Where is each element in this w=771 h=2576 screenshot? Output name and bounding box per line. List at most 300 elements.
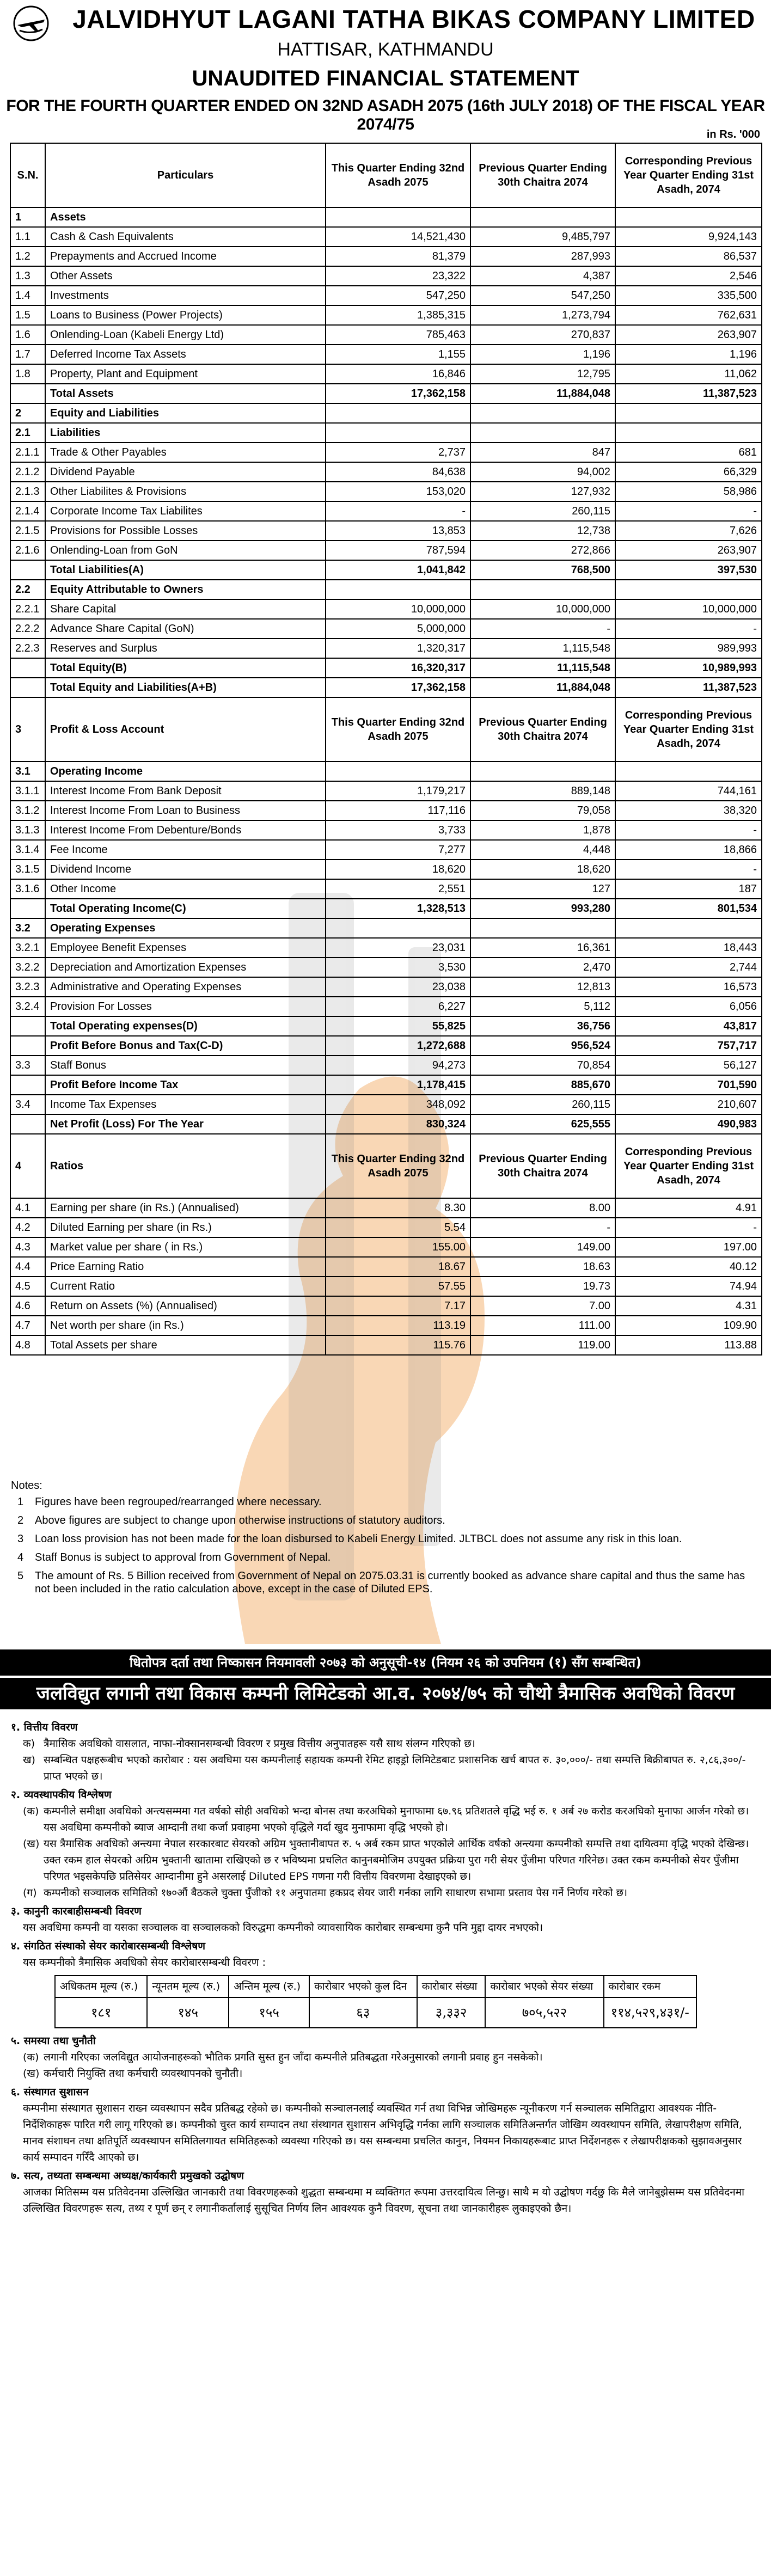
table-row [10,501,762,521]
table-row [10,1114,762,1134]
col-corresponding-header: Corresponding Previous Year Quarter Ending 31st Asadh, 2074 [615,143,762,207]
table-row [10,1277,762,1296]
company-name: JALVIDHYUT LAGANI TATHA BIKAS COMPANY LIMITED [72,5,755,33]
row-corresponding: 681 [615,443,762,462]
row-this-quarter: 153,020 [326,482,470,501]
row-corresponding: - [615,860,762,879]
row-prev-quarter: 70,854 [470,1056,615,1075]
row-this-quarter: 7.17 [326,1296,470,1316]
row-this-quarter: 55,825 [326,1016,470,1036]
row-particular: Interest Income From Bank Deposit [45,781,326,801]
row-sn: 4.2 [10,1218,45,1237]
row-prev-quarter: 287,993 [470,247,615,266]
row-corresponding: 10,000,000 [615,599,762,619]
row-prev-quarter: 10,000,000 [470,599,615,619]
row-corresponding: 58,986 [615,482,762,501]
row-particular: Advance Share Capital (GoN) [45,619,326,639]
item-text: सम्बन्धित पक्षहरूबीच भएको कारोबार : यस अवधिमा यस कम्पनीलाई सहायक कम्पनी रेमिट हाइड्रो लिमिटेडबाट प्रशासनिक खर्च बापत रु. ३०,०००/- तथा सम्पत्ति बिक्रीबापत रु. २,८६,३००/- प्राप्त भएको छ। [44,1754,746,1782]
row-prev-quarter [470,580,615,599]
row-sn: 1.5 [10,305,45,325]
note-item [11,1532,760,1545]
row-sn: 4.1 [10,1198,45,1218]
row-prev-quarter: 18.63 [470,1257,615,1277]
row-this-quarter: 1,328,513 [326,899,470,918]
row-this-quarter: 23,038 [326,977,470,997]
row-this-quarter: 1,155 [326,345,470,364]
row-particular: Prepayments and Accrued Income [45,247,326,266]
row-particular: Provisions for Possible Losses [45,521,326,541]
table-row [10,560,762,580]
table-row [10,1257,762,1277]
row-prev-quarter: 1,115,548 [470,639,615,658]
row-this-quarter: 17,362,158 [326,678,470,697]
share-trading-table [54,1975,697,2028]
row-sn: 3.1.4 [10,840,45,860]
row-corresponding: 113.88 [615,1335,762,1355]
row-sn: 3.3 [10,1056,45,1075]
table-row [10,286,762,305]
table-row [10,521,762,541]
table-row [10,918,762,938]
row-prev-quarter [470,423,615,443]
table-row [10,860,762,879]
table-row [10,801,762,820]
table-row [10,1036,762,1056]
col-prev-quarter-header: Previous Quarter Ending 30th Chaitra 2074 [470,697,615,762]
table-row [10,364,762,384]
row-this-quarter: 1,041,842 [326,560,470,580]
row-sn: 1.4 [10,286,45,305]
row-sn [10,658,45,678]
item-text: लगानी गरिएका जलविद्युत आयोजनाहरूको भौतिक प्रगति सुस्त हुन जाँदा कम्पनीले प्रतिबद्धता गरेअनुसारको लगानी प्रवाह हुन नसकेको। [44,2051,543,2063]
row-particular: Other Liabilites & Provisions [45,482,326,501]
row-prev-quarter: 127,932 [470,482,615,501]
company-location: HATTISAR, KATHMANDU [277,39,494,60]
section-problems-challenges: ५. समस्या तथा चुनौती [11,2035,96,2047]
row-corresponding: 11,387,523 [615,384,762,403]
note-item [11,1495,760,1508]
row-corresponding: - [615,1218,762,1237]
row-particular: Total Equity(B) [45,658,326,678]
table-row [10,997,762,1016]
table-row [10,1056,762,1075]
row-this-quarter: 10,000,000 [326,599,470,619]
row-particular: Price Earning Ratio [45,1257,326,1277]
row-prev-quarter: 2,470 [470,958,615,977]
row-this-quarter: 23,322 [326,266,470,286]
table-row [10,820,762,840]
row-particular: Total Liabilities(A) [45,560,326,580]
note-text: Figures have been regrouped/rearranged where necessary. [35,1496,322,1508]
regulation-reference-bar: धितोपत्र दर्ता तथा निष्कासन नियमावली २०७३ को अनुसूची-१४ (नियम २६ को उपनियम (१) सँग सम्बन्धित) [0,1649,771,1676]
row-particular: Loans to Business (Power Projects) [45,305,326,325]
row-particular: Profit Before Income Tax [45,1075,326,1095]
section-share-trading: ४. संगठित संस्थाको सेयर कारोबारसम्बन्धी विश्लेषण [11,1940,205,1952]
row-particular: Equity and Liabilities [45,403,326,423]
row-sn [10,899,45,918]
row-prev-quarter: 5,112 [470,997,615,1016]
row-corresponding: 757,717 [615,1036,762,1056]
trade-value-cell: ७०५,५२२ [485,1997,603,2028]
row-particular: Current Ratio [45,1277,326,1296]
row-particular: Employee Benefit Expenses [45,938,326,958]
col-corresponding-header: Corresponding Previous Year Quarter Ending 31st Asadh, 2074 [615,1134,762,1198]
corporate-governance-text: कम्पनीमा संस्थागत सुशासन राख्न व्यवस्थापन सदैव प्रतिबद्ध रहेको छ। कम्पनीको सञ्चालनलाई व्यवस्थित गर्न तथा विभिन्न जोखिमहरू न्यूनीकरण गर्न सञ्चालक समितिद्वारा आवश्यक नीति-निर्देशिकाहरू पारित गरी लागू गरिएको छ। कम्पनीको चुस्त कार्य सम्पादन तथा संस्थागत सुशासन अभिवृद्धि गर्नका लागि सञ्चालक समितिअन्तर्गत जोखिम व्यवस्थापन समिति, लेखापरीक्षण समिति, मानव संशाधन तथा क्षतिपूर्ति व्यवस्थापन समितिलगायत समितिहरूको व्यवस्था गरिएको छ। यस सम्बन्धमा प्रचलित कानुन, नियमन निकायहरूबाट प्राप्त निर्देशनहरू र लेखापरीक्षकको सुझावअनुसार कार्य सम्पादन गरिँदै आएको छ। [23,2102,742,2163]
row-sn [10,560,45,580]
row-sn: 4.8 [10,1335,45,1355]
row-sn: 2.1.2 [10,462,45,482]
table-row [10,482,762,501]
row-prev-quarter: 111.00 [470,1316,615,1335]
table-row [10,1016,762,1036]
row-prev-quarter: 4,387 [470,266,615,286]
row-prev-quarter [470,762,615,781]
row-corresponding: 197.00 [615,1237,762,1257]
row-corresponding: 11,387,523 [615,678,762,697]
airplane-logo-icon [12,4,50,42]
row-prev-quarter: 885,670 [470,1075,615,1095]
row-sn: 1.3 [10,266,45,286]
table-row [10,384,762,403]
row-this-quarter: 84,638 [326,462,470,482]
row-corresponding: 701,590 [615,1075,762,1095]
row-particular: Staff Bonus [45,1056,326,1075]
note-number: 2 [17,1514,24,1526]
table-header-row [10,143,762,207]
section-title: Ratios [45,1134,326,1198]
list-item [11,2065,760,2082]
table-row [10,403,762,423]
row-corresponding: 86,537 [615,247,762,266]
row-prev-quarter: 260,115 [470,501,615,521]
row-corresponding: 4.31 [615,1296,762,1316]
col-this-quarter-header: This Quarter Ending 32nd Asadh 2075 [326,1134,470,1198]
row-particular: Total Operating Income(C) [45,899,326,918]
row-particular: Diluted Earning per share (in Rs.) [45,1218,326,1237]
declaration-text: आजका मितिसम्म यस प्रतिवेदनमा उल्लिखित जानकारी तथा विवरणहरूको शुद्धता सम्बन्धमा म व्यक्तिगत रूपमा उत्तरदायित्व लिन्छु। साथै म यो उद्घोषण गर्दछु कि मैले जानेबुझेसम्म यस प्रतिवेदनमा उल्लिखित विवरणहरू सत्य, तथ्य र पूर्ण छन् र लगानीकर्तालाई सुसूचित निर्णय लिन आवश्यक कुनै विवरण, सूचना तथा जानकारीहरू लुकाइएको छैन। [23,2186,745,2215]
row-this-quarter: 3,530 [326,958,470,977]
row-sn: 2.2.2 [10,619,45,639]
row-particular: Share Capital [45,599,326,619]
row-this-quarter: 117,116 [326,801,470,820]
table-row [10,781,762,801]
table-row [10,423,762,443]
note-item [11,1514,760,1527]
row-corresponding: 11,062 [615,364,762,384]
col-this-quarter-header: This Quarter Ending 32nd Asadh 2075 [326,143,470,207]
row-prev-quarter: 272,866 [470,541,615,560]
section-declaration: ७. सत्य, तथ्यता सम्बन्धमा अध्यक्ष/कार्यकारी प्रमुखको उद्घोषण [11,2170,244,2182]
row-this-quarter: 16,846 [326,364,470,384]
row-prev-quarter: 11,884,048 [470,678,615,697]
row-this-quarter: 348,092 [326,1095,470,1114]
row-sn: 3.1.2 [10,801,45,820]
row-this-quarter: 113.19 [326,1316,470,1335]
item-text: कम्पनीको सञ्चालक समितिको १७०औं बैठकले चुक्ता पुँजीको ११ अनुपातमा हकप्रद सेयर जारी गर्नका लागि साधारण सभामा प्रस्ताव पेस गर्ने निर्णय गरेको छ। [44,1887,628,1899]
row-corresponding: 4.91 [615,1198,762,1218]
row-sn: 4.5 [10,1277,45,1296]
row-corresponding [615,580,762,599]
table-row [10,599,762,619]
table-row [10,1095,762,1114]
row-particular: Deferred Income Tax Assets [45,345,326,364]
row-prev-quarter: 847 [470,443,615,462]
row-sn: 2.2.3 [10,639,45,658]
trade-header-cell: कारोबार भएको कुल दिन [309,1976,417,1997]
row-particular: Other Income [45,879,326,899]
row-particular: Dividend Income [45,860,326,879]
col-prev-quarter-header: Previous Quarter Ending 30th Chaitra 2074 [470,1134,615,1198]
statement-title: UNAUDITED FINANCIAL STATEMENT [192,66,579,90]
table-row [10,1075,762,1095]
row-prev-quarter: 11,115,548 [470,658,615,678]
note-number: 1 [17,1496,24,1508]
statement-header [0,0,771,140]
table-row [10,840,762,860]
row-particular: Interest Income From Loan to Business [45,801,326,820]
row-particular: Return on Assets (%) (Annualised) [45,1296,326,1316]
row-prev-quarter: 119.00 [470,1335,615,1355]
note-text: Staff Bonus is subject to approval from Government of Nepal. [35,1551,331,1563]
table-row [10,1198,762,1218]
row-this-quarter: 787,594 [326,541,470,560]
item-text: त्रैमासिक अवधिको वासलात, नाफा-नोक्सानसम्बन्धी विवरण र प्रमुख वित्तीय अनुपातहरू यसै साथ संलग्न गरिएको छ। [44,1738,475,1750]
trade-header-cell: कारोबार रकम [604,1976,696,1997]
table-row [10,762,762,781]
nepali-disclosure [0,1649,771,2576]
row-this-quarter: 1,320,317 [326,639,470,658]
note-text: The amount of Rs. 5 Billion received from Government of Nepal on 2075.03.31 is currently booked as advance share capital and thus the same has not been included in the ratio calculation above, except in the case of Diluted EPS. [35,1570,745,1595]
row-particular: Interest Income From Debenture/Bonds [45,820,326,840]
row-this-quarter: 1,178,415 [326,1075,470,1095]
row-this-quarter: 17,362,158 [326,384,470,403]
row-prev-quarter: 11,884,048 [470,384,615,403]
notes-section [11,1480,760,1601]
row-sn: 4.7 [10,1316,45,1335]
row-prev-quarter: 7.00 [470,1296,615,1316]
share-trading-text: यस कम्पनीको त्रैमासिक अवधिको सेयर कारोबारसम्बन्धी विवरण : [23,1956,266,1968]
trade-header-cell: कारोबार संख्या [417,1976,486,1997]
row-this-quarter [326,918,470,938]
row-sn: 3.2.4 [10,997,45,1016]
row-sn: 3.1.3 [10,820,45,840]
row-corresponding: 762,631 [615,305,762,325]
note-item [11,1569,760,1596]
note-number: 3 [17,1533,24,1545]
ratios-header-row [10,1134,762,1198]
row-sn: 2.1.1 [10,443,45,462]
row-corresponding: - [615,820,762,840]
row-prev-quarter: 625,555 [470,1114,615,1134]
row-sn [10,1016,45,1036]
row-corresponding: 16,573 [615,977,762,997]
row-sn: 3.1.1 [10,781,45,801]
row-particular: Profit Before Bonus and Tax(C-D) [45,1036,326,1056]
row-this-quarter: 547,250 [326,286,470,305]
item-marker: (ख) [23,2068,40,2080]
row-particular: Fee Income [45,840,326,860]
note-item [11,1551,760,1564]
row-sn: 3.1.6 [10,879,45,899]
note-number: 4 [17,1551,24,1563]
row-particular: Other Assets [45,266,326,286]
table-row [10,938,762,958]
row-sn: 1.8 [10,364,45,384]
section-financial-statement: १. वित्तीय विवरण [11,1721,78,1733]
row-sn: 2.2.1 [10,599,45,619]
row-corresponding: 38,320 [615,801,762,820]
row-prev-quarter: - [470,1218,615,1237]
row-this-quarter: 94,273 [326,1056,470,1075]
note-text: Loan loss provision has not been made for the loan disbursed to Kabeli Energy Limited. JLTBCL does not assume any risk in this loan. [35,1533,682,1545]
row-sn: 3.2.2 [10,958,45,977]
row-corresponding: 18,443 [615,938,762,958]
row-prev-quarter: 12,795 [470,364,615,384]
row-corresponding: 2,546 [615,266,762,286]
table-row [10,305,762,325]
row-sn: 2.2 [10,580,45,599]
row-prev-quarter: 79,058 [470,801,615,820]
row-prev-quarter: 18,620 [470,860,615,879]
row-this-quarter: 18.67 [326,1257,470,1277]
list-item [11,1885,760,1901]
table-row [10,580,762,599]
row-sn: 1.1 [10,227,45,247]
row-this-quarter: 1,272,688 [326,1036,470,1056]
row-particular: Onlending-Loan (Kabeli Energy Ltd) [45,325,326,345]
col-corresponding-header: Corresponding Previous Year Quarter Ending 31st Asadh, 2074 [615,697,762,762]
item-marker: (क) [23,1805,39,1817]
row-sn: 1.6 [10,325,45,345]
row-corresponding [615,423,762,443]
row-particular: Liabilities [45,423,326,443]
row-particular: Assets [45,207,326,227]
section-corporate-governance: ६. संस्थागत सुशासन [11,2086,89,2098]
row-particular: Operating Income [45,762,326,781]
row-particular: Provision For Losses [45,997,326,1016]
list-item [11,1735,760,1752]
row-this-quarter: 8.30 [326,1198,470,1218]
row-prev-quarter: 1,273,794 [470,305,615,325]
trade-value-cell: ११४,५२९,४३१/- [604,1997,696,2028]
statement-period: FOR THE FOURTH QUARTER ENDED ON 32ND ASADH 2075 (16th JULY 2018) OF THE FISCAL YEAR 2074/75 [6,97,765,133]
row-particular: Onlending-Loan from GoN [45,541,326,560]
row-prev-quarter: - [470,619,615,639]
table-row [10,1296,762,1316]
table-row [10,1316,762,1335]
row-prev-quarter: 4,448 [470,840,615,860]
row-sn: 2 [10,403,45,423]
row-sn [10,1114,45,1134]
table-row [10,678,762,697]
section-legal-proceedings: ३. कानुनी कारबाहीसम्बन्धी विवरण [11,1905,142,1917]
row-this-quarter: 1,385,315 [326,305,470,325]
table-row [10,958,762,977]
section-title: Profit & Loss Account [45,697,326,762]
row-this-quarter: 3,733 [326,820,470,840]
row-prev-quarter: 12,738 [470,521,615,541]
section-sn: 3 [10,697,45,762]
financial-table [10,143,762,1356]
row-corresponding: - [615,619,762,639]
row-corresponding: 187 [615,879,762,899]
row-particular: Total Assets per share [45,1335,326,1355]
item-text: कम्पनीले समीक्षा अवधिको अन्त्यसम्ममा गत वर्षको सोही अवधिको भन्दा बोनस तथा करअघिको मुनाफामा ६७.९६ प्रतिशतले वृद्धि भई रु. १ अर्ब २७ करोड करअघिको मुनाफा आर्जन गरेको छ। यस अवधिमा कम्पनीको ब्याज आम्दानी तथा कर्जा प्रवाहमा भएको वृद्धिले गर्दा खुद मुनाफामा वृद्धि भएको हो। [44,1805,749,1833]
row-prev-quarter: 260,115 [470,1095,615,1114]
row-sn: 2.1.6 [10,541,45,560]
row-this-quarter: 6,227 [326,997,470,1016]
row-corresponding [615,918,762,938]
row-this-quarter: - [326,501,470,521]
profit-loss-header-row [10,697,762,762]
row-sn: 1.2 [10,247,45,266]
row-sn: 4.6 [10,1296,45,1316]
notes-list [11,1495,760,1596]
list-item [11,2049,760,2065]
row-prev-quarter: 993,280 [470,899,615,918]
row-this-quarter: 2,551 [326,879,470,899]
row-this-quarter: 81,379 [326,247,470,266]
row-prev-quarter [470,207,615,227]
disclosure-body [11,1717,760,2217]
trade-value-cell: १४५ [147,1997,229,2028]
table-row [10,1218,762,1237]
row-sn: 3.2.3 [10,977,45,997]
list-item [11,1803,760,1836]
row-particular: Operating Expenses [45,918,326,938]
trade-header-cell: न्यूनतम मूल्य (रु.) [147,1976,229,1997]
row-particular: Total Assets [45,384,326,403]
notes-title: Notes: [11,1480,42,1492]
row-prev-quarter: 547,250 [470,286,615,305]
table-row [10,658,762,678]
row-sn: 3.1 [10,762,45,781]
row-this-quarter: 155.00 [326,1237,470,1257]
row-prev-quarter [470,403,615,423]
row-corresponding: 490,983 [615,1114,762,1134]
row-prev-quarter: 94,002 [470,462,615,482]
row-this-quarter: 5,000,000 [326,619,470,639]
row-corresponding: 989,993 [615,639,762,658]
row-this-quarter [326,423,470,443]
row-sn: 3.4 [10,1095,45,1114]
row-this-quarter: 1,179,217 [326,781,470,801]
row-corresponding: 210,607 [615,1095,762,1114]
row-particular: Trade & Other Payables [45,443,326,462]
section-sn: 4 [10,1134,45,1198]
row-this-quarter [326,580,470,599]
col-this-quarter-header: This Quarter Ending 32nd Asadh 2075 [326,697,470,762]
section-management-analysis: २. व्यवस्थापकीय विश्लेषण [11,1789,112,1801]
item-text: यस त्रैमासिक अवधिको अन्त्यमा नेपाल सरकारबाट सेयरको अग्रिम भुक्तानीबापत रु. ५ अर्ब रकम प्राप्त भएकोले आर्थिक वर्षको अन्त्यमा कम्पनीको सम्पत्ति तथा दायित्वमा वृद्धि भएको देखिन्छ। उक्त रकम हाल सेयरको अग्रिम भुक्तानी खातामा राखिएको छ र भविष्यमा प्रचलित कानुनबमोजिम उपयुक्त प्रक्रिया पुरा गरी सेयर पुँजीमा परिणत गरिनेछ। उक्त रकम कम्पनीको सेयर पुँजीमा परिणत भइसकेपछि प्रतिसेयर आम्दानीमा हुने असरलाई Diluted EPS गणना गरी वित्तीय विवरणमा देखाइएको छ। [44,1838,749,1882]
row-this-quarter: 14,521,430 [326,227,470,247]
row-corresponding: 40.12 [615,1257,762,1277]
row-particular: Income Tax Expenses [45,1095,326,1114]
row-corresponding: 263,907 [615,325,762,345]
trade-header-row [55,1976,696,1997]
row-particular: Equity Attributable to Owners [45,580,326,599]
row-corresponding: 66,329 [615,462,762,482]
trade-header-cell: कारोबार भएको सेयर संख्या [485,1976,603,1997]
row-corresponding: 1,196 [615,345,762,364]
row-prev-quarter: 889,148 [470,781,615,801]
trade-value-cell: १८१ [55,1997,147,2028]
row-corresponding [615,207,762,227]
trade-value-cell: ३,३३२ [417,1997,486,2028]
table-row [10,266,762,286]
row-particular: Total Operating expenses(D) [45,1016,326,1036]
row-this-quarter [326,762,470,781]
